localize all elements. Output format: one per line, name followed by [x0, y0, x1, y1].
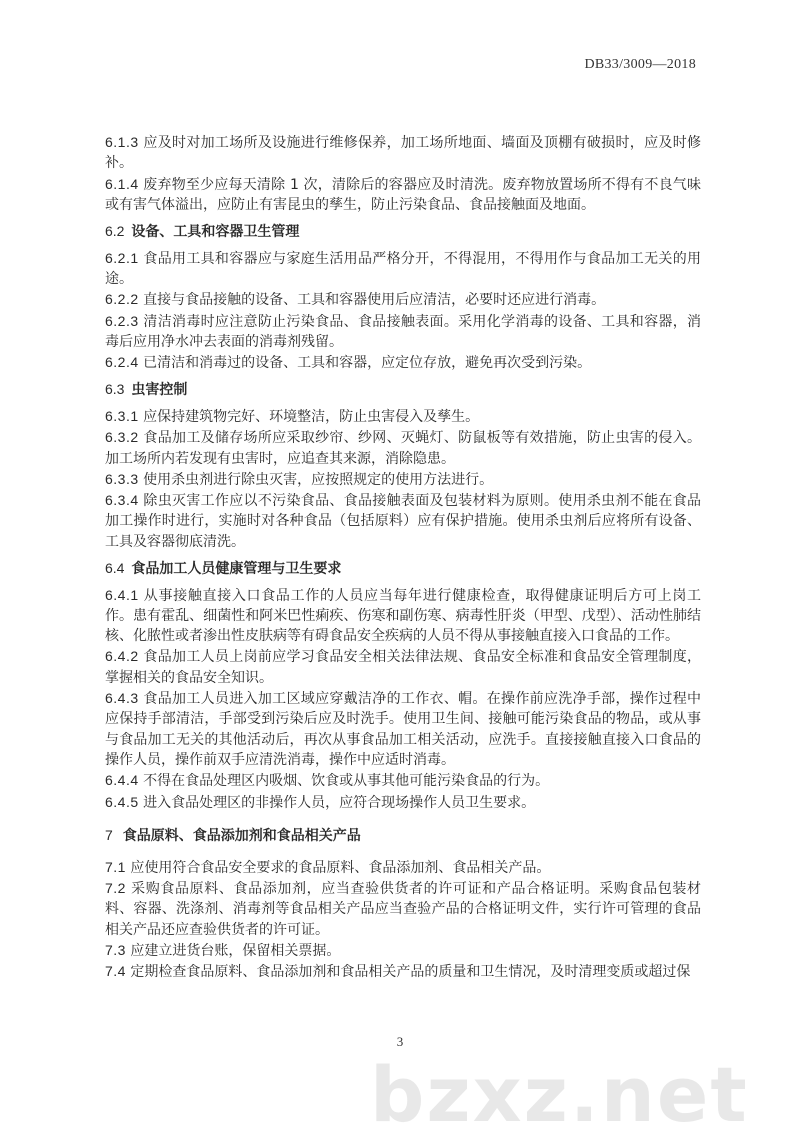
- clause-text: 定期检查食品原料、食品添加剂和食品相关产品的质量和卫生情况，及时清理变质或超过保: [130, 964, 691, 981]
- page-number: 3: [396, 1034, 404, 1049]
- clause-number: 6.4.3: [105, 690, 139, 707]
- clause-text: 应建立进货台账，保留相关票据。: [130, 943, 341, 959]
- watermark-logo: bzxz.net: [370, 1050, 749, 1139]
- clause-text: 食品用工具和容器应与家庭生活用品严格分开，不得混用，不得用作与食品加工无关的用途。: [105, 250, 702, 287]
- clause-6-3-2: [105, 427, 701, 469]
- chapter-title: 食品原料、食品添加剂和食品相关产品: [122, 827, 361, 844]
- clause-6-4-2: [105, 646, 701, 688]
- clause-6-3-3: [105, 469, 701, 490]
- document-body: [105, 132, 701, 983]
- clause-number: 7.3: [105, 942, 126, 958]
- clause-6-4-4: [105, 770, 701, 791]
- clause-text: 应保持建筑物完好、环境整洁，防止虫害侵入及孳生。: [143, 408, 480, 425]
- section-heading-6-2: [105, 221, 701, 243]
- clause-text: 使用杀虫剂进行除虫灭害，应按照规定的使用方法进行。: [143, 471, 494, 488]
- clause-number: 6.3.4: [105, 492, 139, 509]
- clause-number: 6.4.2: [105, 648, 139, 665]
- clause-7-2: [105, 878, 701, 940]
- clause-number: 6.3.1: [105, 407, 139, 424]
- clause-text: 直接与食品接触的设备、工具和容器使用后应清洁，必要时还应进行消毒。: [143, 292, 606, 309]
- clause-text: 食品加工人员上岗前应学习食品安全相关法律法规、食品安全标准和食品安全管理制度，掌握相关的食品安全知识。: [105, 649, 702, 686]
- clause-6-2-2: [105, 289, 701, 310]
- clause-text: 废弃物至少应每天清除 1 次，清除后的容器应及时清洗。废弃物放置场所不得有不良气味或有害气体溢出，应防止有害昆虫的孳生，防止污染食品、食品接触面及地面。: [105, 176, 701, 213]
- section-title: 食品加工人员健康管理与卫生要求: [131, 561, 342, 578]
- clause-number: 7.2: [105, 880, 126, 897]
- section-title: 设备、工具和容器卫生管理: [131, 224, 300, 241]
- clause-6-2-4: [105, 352, 701, 373]
- section-number: 6.3: [105, 381, 125, 398]
- clause-7-4: [105, 961, 701, 982]
- clause-text: 采购食品原料、食品添加剂，应当查验供货者的许可证和产品合格证明。采购食品包装材料、容器、洗涤剂、消毒剂等食品相关产品应当查验产品的合格证明文件，实行许可管理的食品相关产品还应查验供货者的许可证。: [105, 881, 702, 938]
- clause-number: 6.1.3: [105, 134, 139, 150]
- section-heading-6-4: [105, 558, 701, 580]
- clause-text: 除虫灭害工作应以不污染食品、食品接触表面及包装材料为原则。使用杀虫剂不能在食品加工操作时进行，实施时对各种食品（包括原料）应有保护措施。使用杀虫剂后应将所有设备、工具及容器彻底清洗。: [105, 493, 702, 550]
- clause-text: 进入食品处理区的非操作人员，应符合现场操作人员卫生要求。: [143, 794, 536, 811]
- clause-6-1-4: [105, 174, 701, 216]
- chapter-heading-7: [105, 825, 701, 846]
- chapter-number: 7: [105, 826, 113, 843]
- clause-6-4-3: [105, 688, 701, 770]
- clause-6-3-1: [105, 406, 701, 427]
- clause-text: 不得在食品处理区内吸烟、饮食或从事其他可能污染食品的行为。: [143, 773, 550, 790]
- clause-text: 清洁消毒时应注意防止污染食品、食品接触表面。采用化学消毒的设备、工具和容器，消毒后应用净水冲去表面的消毒剂残留。: [105, 313, 702, 350]
- clause-6-2-3: [105, 311, 701, 353]
- clause-text: 应使用符合食品安全要求的食品原料、食品添加剂、食品相关产品。: [130, 859, 551, 876]
- clause-7-3: [105, 940, 701, 961]
- clause-number: 7.1: [105, 858, 126, 875]
- section-number: 6.4: [105, 560, 125, 577]
- clause-6-4-1: [105, 585, 701, 647]
- clause-text: 应及时对加工场所及设施进行维修保养，加工场所地面、墙面及顶棚有破损时，应及时修补。: [105, 135, 702, 172]
- section-title: 虫害控制: [131, 382, 188, 399]
- clause-number: 6.2.4: [105, 354, 139, 371]
- clause-text: 从事接触直接入口食品工作的人员应当每年进行健康检查，取得健康证明后方可上岗工作。患有霍乱、细菌性和阿米巴性痢疾、伤寒和副伤寒、病毒性肝炎（甲型、戊型）、活动性肺结核、化脓性或者渗出性皮肤病等有碍食品安全疾病的人员不得从事接触直接入口食品的工作。: [105, 587, 702, 645]
- clause-text: 食品加工人员进入加工区域应穿戴洁净的工作衣、帽。在操作前应洗净手部，操作过程中应保持手部清洁，手部受到污染后应及时洗手。使用卫生间、接触可能污染食品的物品，或从事与食品加工无关的其他活动后，再次从事食品加工相关活动，应洗手。直接接触直接入口食品的操作人员，操作前双手应清洗消毒，操作中应适时消毒。: [105, 691, 702, 768]
- clause-7-1: [105, 857, 701, 878]
- clause-number: 6.2.3: [105, 312, 139, 329]
- clause-number: 6.2.2: [105, 291, 139, 308]
- clause-6-2-1: [105, 248, 701, 290]
- clause-text: 食品加工及储存场所应采取纱帘、纱网、灭蝇灯、防鼠板等有效措施，防止虫害的侵入。加工场所内若发现有虫害时，应追查其来源，消除隐患。: [105, 430, 702, 467]
- clause-number: 6.1.4: [105, 175, 139, 192]
- clause-number: 6.4.1: [105, 586, 139, 603]
- clause-number: 6.4.5: [105, 793, 139, 810]
- clause-number: 6.3.3: [105, 470, 139, 487]
- clause-number: 6.4.4: [105, 772, 139, 789]
- clause-6-1-3: [105, 132, 701, 174]
- clause-text: 已清洁和消毒过的设备、工具和容器，应定位存放，避免再次受到污染。: [143, 355, 592, 372]
- clause-number: 6.2.1: [105, 249, 139, 266]
- section-number: 6.2: [105, 223, 125, 240]
- clause-6-4-5: [105, 792, 701, 813]
- section-heading-6-3: [105, 379, 701, 401]
- clause-6-3-4: [105, 490, 701, 552]
- document-code: DB33/3009—2018: [584, 57, 696, 72]
- clause-number: 6.3.2: [105, 429, 139, 446]
- clause-number: 7.4: [105, 963, 126, 980]
